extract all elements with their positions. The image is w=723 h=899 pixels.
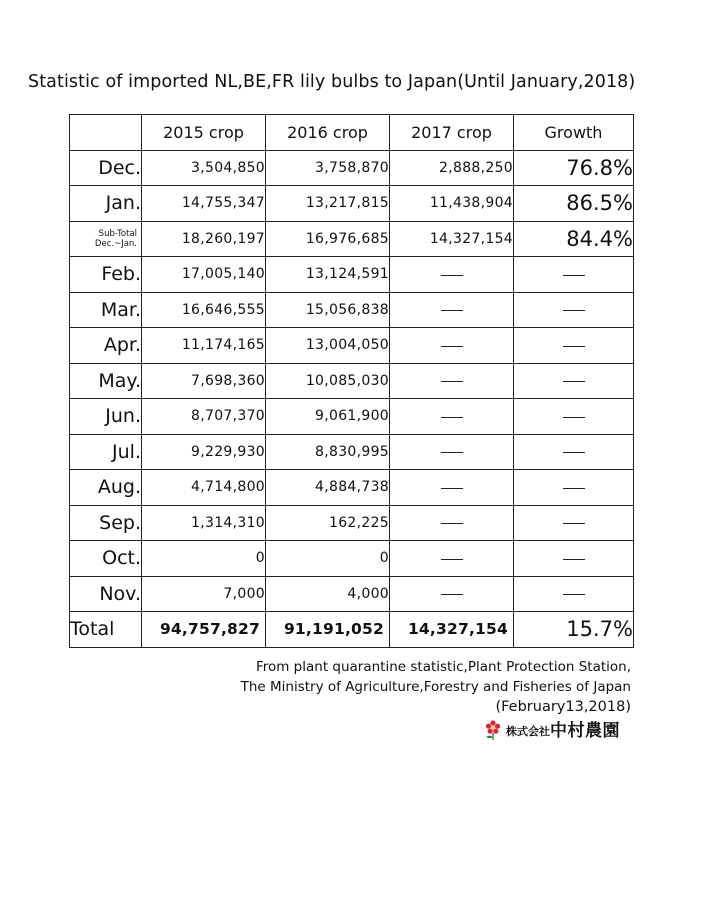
month-label: Feb.: [70, 257, 142, 293]
header-growth: Growth: [514, 115, 634, 151]
flower-icon: [483, 719, 503, 741]
table-row-jan: [70, 186, 634, 222]
dash-mark: [563, 488, 585, 489]
dash-mark: [441, 559, 463, 560]
value-2017: 2,888,250: [390, 150, 514, 186]
empty-2017: [390, 292, 514, 328]
month-label: May.: [70, 363, 142, 399]
table-row-feb: [70, 257, 634, 293]
value-2016: 13,124,591: [266, 257, 390, 293]
table-row-jul: [70, 434, 634, 470]
value-2015: 8,707,370: [142, 399, 266, 435]
import-statistics-table: [69, 114, 634, 648]
subtotal-label-line1: Sub-Total: [98, 228, 137, 239]
empty-2017: [390, 363, 514, 399]
dash-mark: [563, 594, 585, 595]
dash-mark: [441, 417, 463, 418]
dash-mark: [563, 452, 585, 453]
dash-mark: [563, 275, 585, 276]
empty-growth: [514, 505, 634, 541]
month-label: Jun.: [70, 399, 142, 435]
table-row-may: [70, 363, 634, 399]
empty-2017: [390, 434, 514, 470]
empty-2017: [390, 399, 514, 435]
table-row-mar: [70, 292, 634, 328]
empty-growth: [514, 399, 634, 435]
value-2017: 11,438,904: [390, 186, 514, 222]
empty-growth: [514, 328, 634, 364]
dash-mark: [441, 452, 463, 453]
table-row-subtotal: [70, 221, 634, 257]
value-2016: 8,830,995: [266, 434, 390, 470]
subtotal-label-line2: Dec.~Jan.: [94, 238, 137, 249]
table-row-sep: [70, 505, 634, 541]
header-2015-crop: 2015 crop: [142, 115, 266, 151]
value-2016: 13,004,050: [266, 328, 390, 364]
empty-2017: [390, 328, 514, 364]
table-row-apr: [70, 328, 634, 364]
logo-prefix: 株式会社: [506, 725, 550, 738]
value-2015: 0: [142, 541, 266, 577]
value-2015: 11,174,165: [142, 328, 266, 364]
value-2015: 7,000: [142, 576, 266, 612]
value-2016: 4,000: [266, 576, 390, 612]
month-label: Oct.: [70, 541, 142, 577]
value-2015: 17,005,140: [142, 257, 266, 293]
value-2016: 9,061,900: [266, 399, 390, 435]
header-2016-crop: 2016 crop: [266, 115, 390, 151]
month-label: Aug.: [70, 470, 142, 506]
dash-mark: [563, 523, 585, 524]
value-2015: 16,646,555: [142, 292, 266, 328]
empty-2017: [390, 576, 514, 612]
dash-mark: [563, 310, 585, 311]
value-2015: 14,755,347: [142, 186, 266, 222]
empty-growth: [514, 576, 634, 612]
table-row-nov: [70, 576, 634, 612]
dash-mark: [441, 381, 463, 382]
dash-mark: [441, 523, 463, 524]
empty-2017: [390, 505, 514, 541]
value-2016: 0: [266, 541, 390, 577]
table-row-jun: [70, 399, 634, 435]
subtotal-label: [70, 221, 142, 257]
value-2015: 1,314,310: [142, 505, 266, 541]
header-blank: [70, 115, 142, 151]
dash-mark: [563, 381, 585, 382]
dash-mark: [563, 417, 585, 418]
month-label: Sep.: [70, 505, 142, 541]
growth-value: 76.8%: [514, 150, 634, 186]
dash-mark: [441, 594, 463, 595]
dash-mark: [563, 346, 585, 347]
value-2015: 9,229,930: [142, 434, 266, 470]
value-2016: 16,976,685: [266, 221, 390, 257]
value-2016: 162,225: [266, 505, 390, 541]
empty-growth: [514, 292, 634, 328]
empty-growth: [514, 434, 634, 470]
dash-mark: [441, 310, 463, 311]
growth-value: 86.5%: [514, 186, 634, 222]
source-note: [241, 657, 631, 717]
month-label: Mar.: [70, 292, 142, 328]
value-2015: 18,260,197: [142, 221, 266, 257]
empty-growth: [514, 541, 634, 577]
value-2016: 13,217,815: [266, 186, 390, 222]
empty-growth: [514, 363, 634, 399]
source-line-2: The Ministry of Agriculture,Forestry and Fisheries of Japan: [240, 679, 631, 695]
empty-growth: [514, 470, 634, 506]
total-2017: 14,327,154: [390, 612, 514, 648]
total-growth: 15.7%: [514, 612, 634, 648]
table-row-dec: [70, 150, 634, 186]
growth-value: 84.4%: [514, 221, 634, 257]
page-title: Statistic of imported NL,BE,FR lily bulbs to Japan(Until January,2018): [28, 72, 636, 92]
month-label: Jan.: [70, 186, 142, 222]
month-label: Apr.: [70, 328, 142, 364]
total-2016: 91,191,052: [266, 612, 390, 648]
value-2015: 3,504,850: [142, 150, 266, 186]
table-row-aug: [70, 470, 634, 506]
table-header-row: [70, 115, 634, 151]
month-label: Dec.: [70, 150, 142, 186]
value-2015: 7,698,360: [142, 363, 266, 399]
value-2017: 14,327,154: [390, 221, 514, 257]
month-label: Nov.: [70, 576, 142, 612]
empty-growth: [514, 257, 634, 293]
source-line-1: From plant quarantine statistic,Plant Protection Station,: [255, 659, 631, 675]
publish-date: (February13,2018): [495, 699, 631, 715]
total-label: Total: [70, 612, 142, 648]
header-2017-crop: 2017 crop: [390, 115, 514, 151]
value-2016: 10,085,030: [266, 363, 390, 399]
value-2016: 4,884,738: [266, 470, 390, 506]
dash-mark: [441, 488, 463, 489]
table-row-oct: [70, 541, 634, 577]
empty-2017: [390, 470, 514, 506]
total-2015: 94,757,827: [142, 612, 266, 648]
company-logo: [483, 719, 620, 741]
value-2016: 15,056,838: [266, 292, 390, 328]
month-label: Jul.: [70, 434, 142, 470]
dash-mark: [441, 346, 463, 347]
value-2015: 4,714,800: [142, 470, 266, 506]
logo-name: 中村農園: [550, 721, 620, 741]
value-2016: 3,758,870: [266, 150, 390, 186]
empty-2017: [390, 541, 514, 577]
dash-mark: [441, 275, 463, 276]
table-row-total: [70, 612, 634, 648]
empty-2017: [390, 257, 514, 293]
dash-mark: [563, 559, 585, 560]
